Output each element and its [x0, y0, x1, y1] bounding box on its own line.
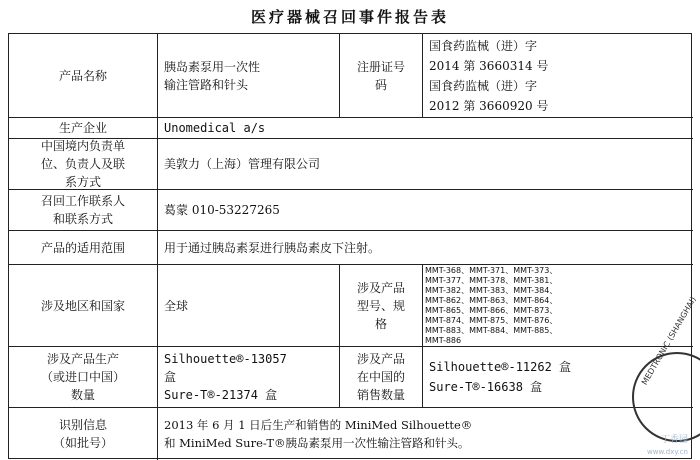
china-contact-label-line1: 中国境内负责单 [40, 139, 125, 153]
models-label-line1: 涉及产品 [356, 280, 405, 295]
model-line: MMT-377、MMT-378、MMT-381、 [425, 276, 558, 285]
model-line: MMT-865、MMT-866、MMT-873、 [425, 306, 558, 315]
identification-value-line1: 2013 年 6 月 1 日后生产和销售的 MiniMed Silhouette® [164, 418, 473, 432]
model-line: MMT-886 [425, 336, 462, 345]
china-sales-label-line3: 销售数量 [356, 388, 405, 402]
model-line: MMT-874、MMT-875、MMT-876、 [425, 316, 558, 325]
document-title: 医疗器械召回事件报告表 [250, 8, 449, 26]
watermark-url: www.dxy.cn [647, 448, 688, 456]
product-name-line2: 输注管路和针头 [164, 77, 249, 92]
registration-label-line2: 码 [374, 77, 387, 92]
recall-contact-label-line2: 和联系方式 [52, 212, 113, 226]
china-contact-label-line3: 系方式 [64, 175, 101, 189]
model-line: MMT-883、MMT-884、MMT-885、 [425, 326, 558, 335]
registration-number-value [423, 34, 693, 117]
model-line: MMT-862、MMT-863、MMT-864、 [425, 296, 558, 305]
watermark-logo: 丁香园 [660, 435, 688, 445]
models-list [423, 266, 693, 346]
product-name-label: 产品名称 [58, 68, 107, 83]
model-line: MMT-382、MMT-383、MMT-384、 [425, 286, 558, 295]
quantity-label-line1: 涉及产品生产 [46, 352, 119, 366]
regions-value: 全球 [164, 298, 189, 313]
china-sales-value-line1: Silhouette®-11262 盒 [429, 360, 572, 374]
identification-value-line2: 和 MiniMed Sure-T®胰岛素泵用一次性输注管路和针头。 [164, 436, 470, 450]
china-contact-value: 美敦力（上海）管理有限公司 [164, 157, 321, 171]
recall-report-table [8, 33, 692, 459]
registration-number-label [340, 34, 422, 117]
china-sales-label-line1: 涉及产品 [356, 352, 405, 366]
quantity-value-line2: 盒 [164, 370, 177, 384]
models-label [340, 265, 422, 346]
scope-label: 产品的适用范围 [40, 240, 125, 255]
identification-label-line2: （如批号） [52, 436, 113, 450]
recall-contact-label-line1: 召回工作联系人 [40, 194, 125, 208]
registration-value-line4: 2012 第 3660920 号 [429, 98, 549, 113]
china-sales-value-line2: Sure-T®-16638 盒 [429, 380, 543, 394]
recall-contact-value: 葛蒙 010-53227265 [164, 203, 280, 217]
quantity-value [158, 347, 339, 407]
quantity-label-line3: 数量 [70, 388, 95, 402]
china-sales-label [340, 347, 422, 407]
manufacturer-label: 生产企业 [58, 121, 107, 135]
model-line: MMT-368、MMT-371、MMT-373、 [425, 266, 558, 275]
quantity-value-line3: Sure-T®-21374 盒 [164, 388, 278, 402]
identification-value [158, 408, 693, 460]
models-label-line2: 型号、规 [356, 298, 405, 313]
registration-label-line1: 注册证号 [356, 59, 405, 74]
quantity-value-line1: Silhouette®-13057 [164, 352, 287, 366]
registration-value-line2: 2014 第 3660314 号 [429, 58, 549, 73]
scope-value: 用于通过胰岛素泵进行胰岛素皮下注射。 [164, 240, 381, 255]
china-sales-label-line2: 在中国的 [356, 370, 405, 384]
manufacturer-value: Unomedical a/s [164, 121, 266, 135]
regions-label: 涉及地区和国家 [40, 298, 125, 313]
identification-label [9, 408, 157, 460]
quantity-label-line2: （或进口中国） [40, 370, 125, 384]
models-label-line3: 格 [374, 316, 387, 331]
identification-label-line1: 识别信息 [58, 418, 107, 432]
china-contact-label [9, 139, 157, 189]
seal-text: MEDTRONIC (SHANGHAI) [640, 295, 698, 387]
product-name-line1: 胰岛素泵用一次性 [164, 59, 261, 74]
registration-value-line1: 国食药监械（进）字 [429, 38, 538, 53]
recall-contact-label [9, 190, 157, 230]
quantity-label [9, 347, 157, 407]
registration-value-line3: 国食药监械（进）字 [429, 78, 538, 93]
china-contact-label-line2: 位、负责人及联 [40, 157, 125, 171]
product-name-value [158, 34, 339, 117]
